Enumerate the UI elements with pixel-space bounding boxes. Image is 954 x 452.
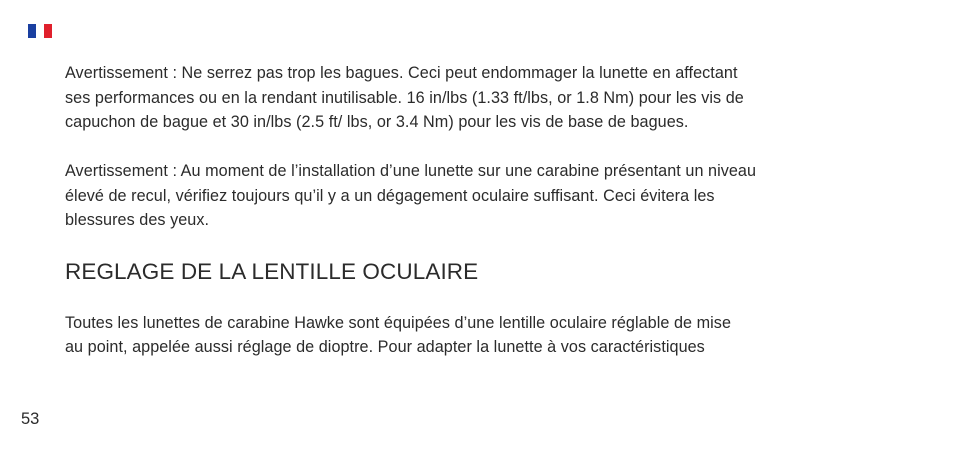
warning-paragraph-recoil — [65, 159, 905, 233]
text-line: ses performances ou en la rendant inutilisable. 16 in/lbs (1.33 ft/lbs, or 1.8 Nm) pour les vis de — [65, 88, 744, 107]
text-line: au point, appelée aussi réglage de dioptre. Pour adapter la lunette à vos caractéristiques — [65, 338, 705, 356]
text-line: blessures des yeux. — [65, 211, 210, 229]
page-content — [65, 61, 905, 360]
text-line: Avertissement : Au moment de l’installation d’une lunette sur une carabine présentant un niveau — [65, 162, 757, 180]
flag-red-stripe — [44, 24, 52, 38]
text-line: Avertissement : Ne serrez pas trop les bagues. Ceci peut endommager la lunette en affectant — [65, 64, 738, 82]
warning-paragraph-rings — [65, 61, 905, 135]
eyepiece-paragraph — [65, 311, 905, 360]
section-heading: REGLAGE DE LA LENTILLE OCULAIRE — [65, 258, 479, 284]
text-line: élevé de recul, vérifiez toujours qu’il y a un dégagement oculaire suffisant. Ceci évitera les — [65, 186, 715, 205]
flag-white-stripe — [36, 24, 44, 38]
flag-blue-stripe — [28, 24, 36, 38]
text-line: Toutes les lunettes de carabine Hawke sont équipées d’une lentille oculaire réglable de mise — [65, 313, 731, 332]
text-line: capuchon de bague et 30 in/lbs (2.5 ft/ lbs, or 3.4 Nm) pour les vis de base de bagues. — [65, 113, 689, 131]
page-number: 53 — [21, 410, 40, 428]
france-flag-icon — [28, 24, 52, 38]
